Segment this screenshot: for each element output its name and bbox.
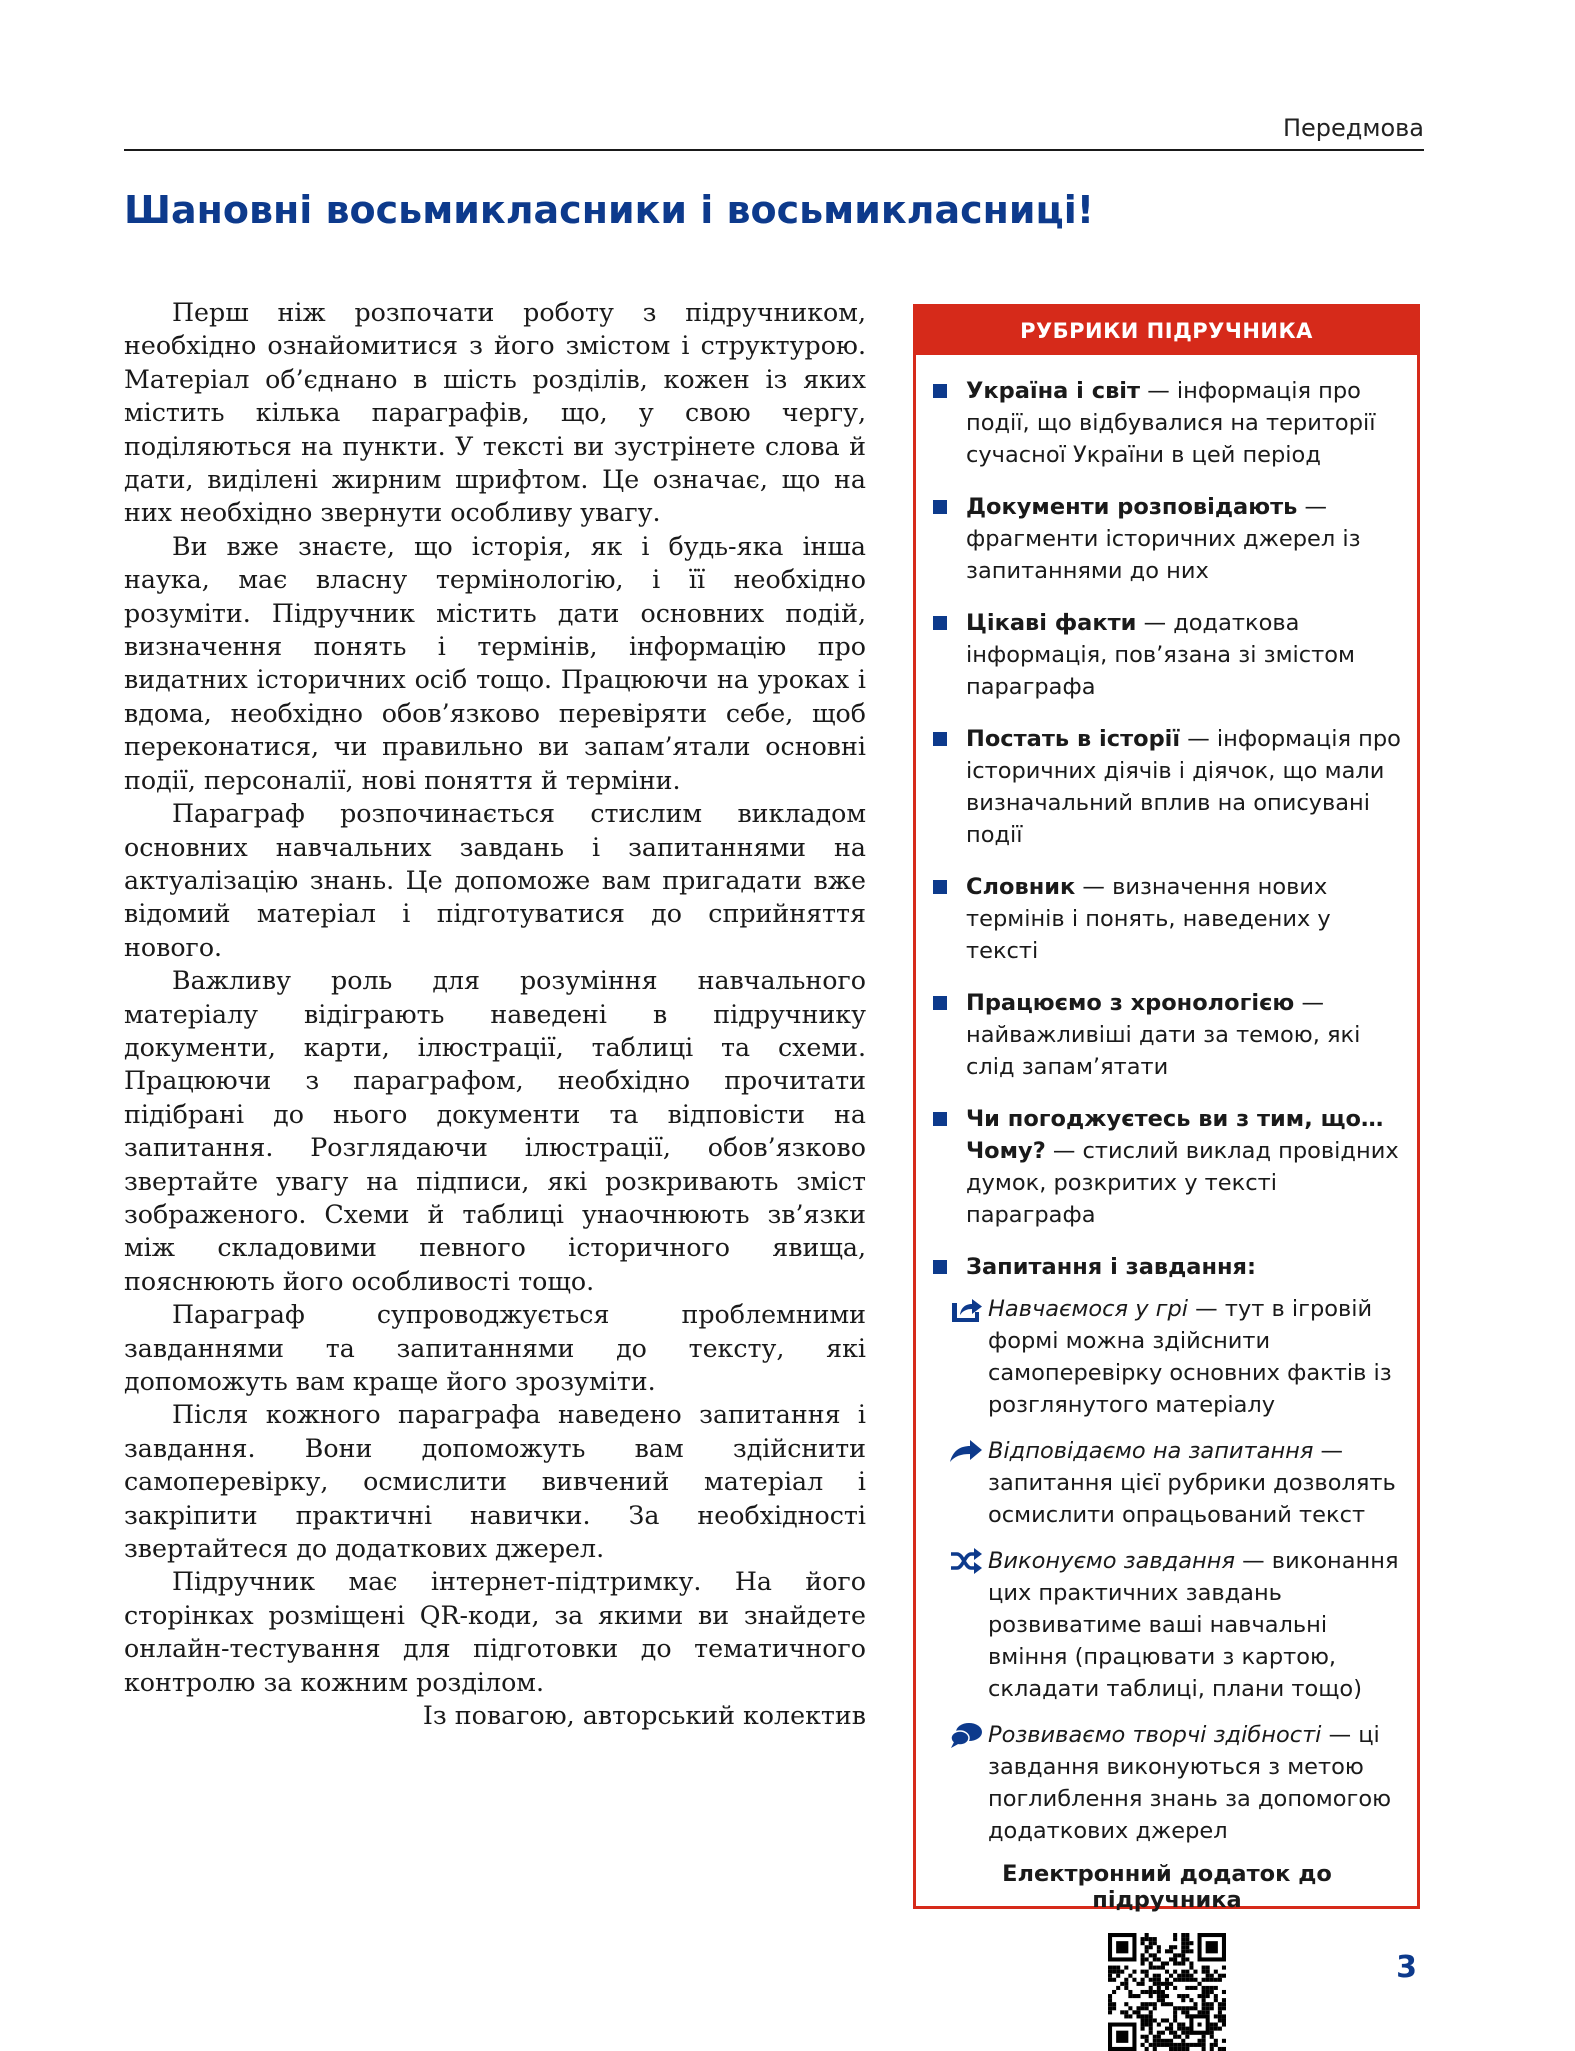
square-bullet-icon <box>933 996 947 1010</box>
paragraph: Підручник має інтернет-підтримку. На його сторінках розміщені QR-коди, за якими ви знайдете онлайн-тестування для підготовки до тематичного контролю за кожним розділом. <box>124 1567 866 1697</box>
task-subrubric <box>931 1293 1403 1421</box>
paragraph: Параграф супроводжується проблемними завданнями та запитаннями до тексту, які допоможуть вам краще його зрозуміти. <box>124 1300 866 1396</box>
signature: Із повагою, авторський колектив <box>422 1701 866 1731</box>
square-bullet-icon <box>933 1112 947 1126</box>
rubric-item <box>931 1251 1403 1283</box>
square-bullet-icon <box>933 384 947 398</box>
rubric-item <box>931 723 1403 851</box>
qr-code-icon[interactable] <box>1108 1933 1226 2051</box>
page-number: 3 <box>1396 1950 1417 1985</box>
rubric-desc: — додаткова інформація, пов’язана зі змістом параграфа <box>966 610 1356 700</box>
paragraph: Перш ніж розпочати роботу з підручником, необхідно ознайомитися з його змістом і структурою. Матеріал об’єднано в шість розділів, кожен із яких містить кілька параграфів, що, у свою чергу, поділяються на пункти. У тексті ви зустрінете слова й дати, виділені жирним шрифтом. Це означає, що на них необхідно звернути особливу увагу. <box>124 298 866 528</box>
rubric-term: Україна і світ <box>966 378 1141 404</box>
rubric-item <box>931 491 1403 587</box>
subrubric-term: Відповідаємо на запитання <box>988 1438 1314 1464</box>
qr-title: Електронний додаток до підручника <box>1002 1861 1332 1913</box>
rubric-desc: — визначення нових термінів і понять, наведених у тексті <box>966 874 1331 964</box>
rubric-item <box>931 987 1403 1083</box>
subrubric-term: Виконуємо завдання <box>988 1548 1235 1574</box>
rubric-term: Чи погоджуєтесь ви з тим, що… Чому? <box>966 1106 1384 1164</box>
rubric-term: Запитання і завдання: <box>966 1254 1257 1280</box>
square-bullet-icon <box>933 1260 947 1274</box>
rubric-term: Працюємо з хронологією <box>966 990 1295 1016</box>
paragraph: Параграф розпочинається стислим викладом основних навчальних завдань і запитаннями на актуалізацію знань. Це допоможе вам пригадати вже відомий матеріал і підготуватися до сприйняття нового. <box>124 799 866 962</box>
subrubric-term: Навчаємося у грі <box>988 1296 1189 1322</box>
task-subrubric <box>931 1719 1403 1847</box>
square-bullet-icon <box>933 616 947 630</box>
paragraph: Важливу роль для розуміння навчального матеріалу відіграють наведені в підручнику документи, карти, ілюстрації, таблиці та схеми. Працюючи з параграфом, необхідно прочитати підібрані до нього документи та відповісти на запитання. Розглядаючи ілюстрації, обов’язково звертайте увагу на підписи, які розкривають зміст зображеного. Схеми й таблиці унаочнюють зв’язки між складовими певного історичного явища, пояснюють його особливості тощо. <box>124 966 866 1296</box>
subrubric-desc: — ці завдання виконуються з метою поглиблення знань за допомогою додаткових джерел <box>988 1722 1392 1844</box>
subrubric-desc: — запитання цієї рубрики дозволять осмислити опрацьований текст <box>988 1438 1396 1528</box>
square-bullet-icon <box>933 880 947 894</box>
header-rule <box>124 149 1424 151</box>
rubric-desc: — найважливіші дати за темою, які слід запам’ятати <box>966 990 1361 1080</box>
rubric-term: Словник <box>966 874 1076 900</box>
rubric-item <box>931 375 1403 471</box>
task-subrubric <box>931 1435 1403 1531</box>
rubrics-sidebar <box>913 304 1420 1913</box>
subrubric-term: Розвиваємо творчі здібності <box>988 1722 1322 1748</box>
running-head: Передмова <box>1282 114 1424 142</box>
rubric-desc: — фрагменти історичних джерел із запитаннями до них <box>966 494 1361 584</box>
rubric-term: Цікаві факти <box>966 610 1137 636</box>
rubrics-heading: РУБРИКИ ПІДРУЧНИКА <box>916 307 1417 355</box>
page-title: Шановні восьмикласники і восьмикласниці! <box>124 188 1095 232</box>
task-subrubric <box>931 1545 1403 1705</box>
subrubric-desc: — виконання цих практичних завдань розвиватиме ваші навчальні вміння (працювати з картою, складати таблиці, плани тощо) <box>988 1548 1399 1702</box>
rubric-item <box>931 1103 1403 1231</box>
square-bullet-icon <box>933 500 947 514</box>
paragraph: Після кожного параграфа наведено запитання і завдання. Вони допоможуть вам здійснити самоперевірку, осмислити вивчений матеріал і закріпити практичні навички. За необхідності звертайтеся до додаткових джерел. <box>124 1400 866 1564</box>
forward-arrow-icon <box>949 1437 983 1465</box>
rubric-item <box>931 607 1403 703</box>
paragraph: Ви вже знаєте, що історія, як і будь-яка інша наука, має власну термінологію, і її необхідно розуміти. Підручник містить дати основних подій, визначення понять і термінів, інформацію про видатних історичних осіб тощо. Працюючи на уроках і вдома, необхідно обов’язково перевіряти себе, щоб переконатися, чи правильно ви запам’ятали основні події, персоналії, нові поняття й терміни. <box>124 531 866 795</box>
intro-text <box>124 296 866 1732</box>
subrubric-desc: — тут в ігровій формі можна здійснити самоперевірку основних фактів із розглянутого матеріалу <box>988 1296 1392 1418</box>
shuffle-icon <box>949 1547 983 1575</box>
rubric-desc: — стислий виклад провідних думок, розкритих у тексті параграфа <box>966 1138 1399 1228</box>
rubric-desc: — інформація про історичних діячів і діячок, що мали визначальний вплив на описувані події <box>966 726 1401 848</box>
rubric-term: Постать в історії <box>966 726 1181 752</box>
rubric-desc: — інформація про події, що відбувалися на території сучасної України в цей період <box>966 378 1376 468</box>
rubric-item <box>931 871 1403 967</box>
share-arrow-icon <box>949 1295 983 1323</box>
rubric-term: Документи розповідають <box>966 494 1298 520</box>
square-bullet-icon <box>933 732 947 746</box>
speech-bubble-icon <box>949 1721 983 1749</box>
